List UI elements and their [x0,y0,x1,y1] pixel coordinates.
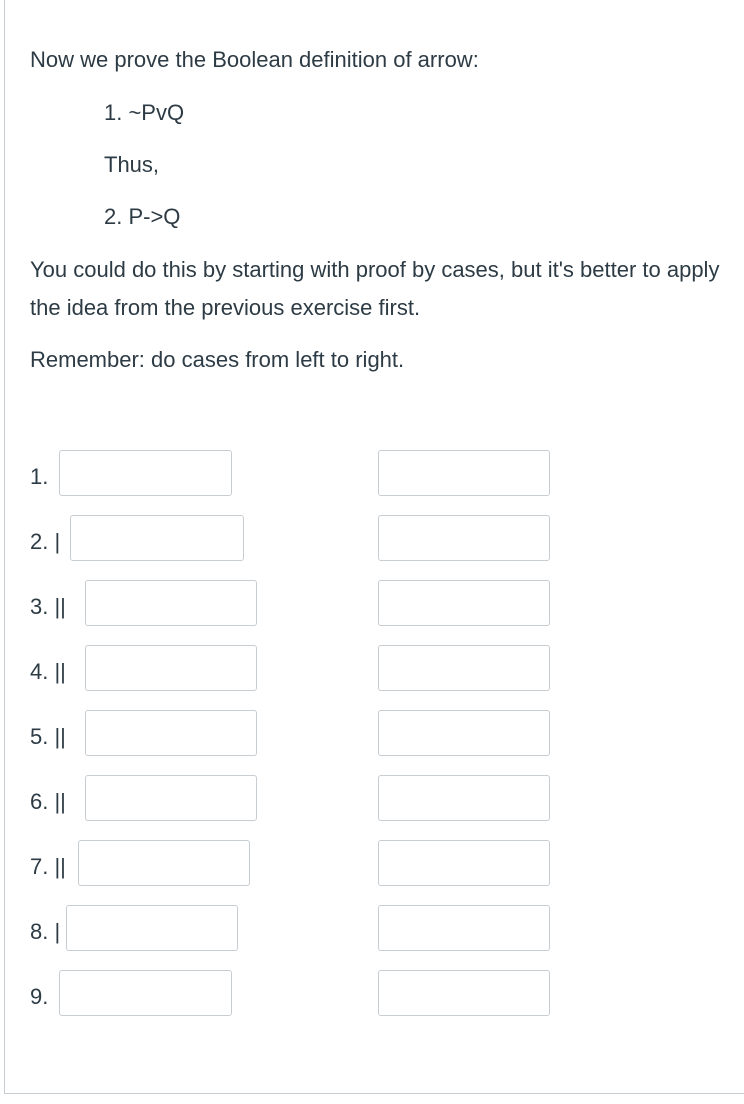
rule-input-4[interactable] [378,645,550,691]
formula-input-3[interactable] [85,580,257,626]
formula-input-9[interactable] [59,970,232,1016]
reminder-text: Remember: do cases from left to right. [30,347,405,372]
row-label-4: 4. || [30,659,66,684]
rule-input-6[interactable] [378,775,550,821]
row-label-2: 2. | [30,529,61,554]
row-label-8: 8. | [30,919,61,944]
formula-input-7[interactable] [78,840,250,886]
row-label-1: 1. [30,464,49,489]
row-label-6: 6. || [30,789,66,814]
formula-input-1[interactable] [59,450,232,496]
rule-input-9[interactable] [378,970,550,1016]
rule-input-1[interactable] [378,450,550,496]
formula-input-8[interactable] [66,905,238,951]
conclusion-2: 2. P->Q [104,204,181,229]
rule-input-3[interactable] [378,580,550,626]
premise-1: 1. ~PvQ [104,100,185,125]
rule-input-2[interactable] [378,515,550,561]
formula-input-4[interactable] [85,645,257,691]
thus-label: Thus, [104,152,160,177]
problem-intro: Now we prove the Boolean definition of arrow: [30,47,479,72]
formula-input-5[interactable] [85,710,257,756]
rule-input-8[interactable] [378,905,550,951]
rule-input-7[interactable] [378,840,550,886]
row-label-5: 5. || [30,724,66,749]
row-label-9: 9. [30,984,49,1009]
instructions-text: You could do this by starting with proof by cases, but it's better to apply the idea from the previous exercise first. [30,257,720,320]
rule-input-5[interactable] [378,710,550,756]
formula-input-2[interactable] [70,515,244,561]
row-label-7: 7. || [30,854,66,879]
row-label-3: 3. || [30,594,66,619]
formula-input-6[interactable] [85,775,257,821]
